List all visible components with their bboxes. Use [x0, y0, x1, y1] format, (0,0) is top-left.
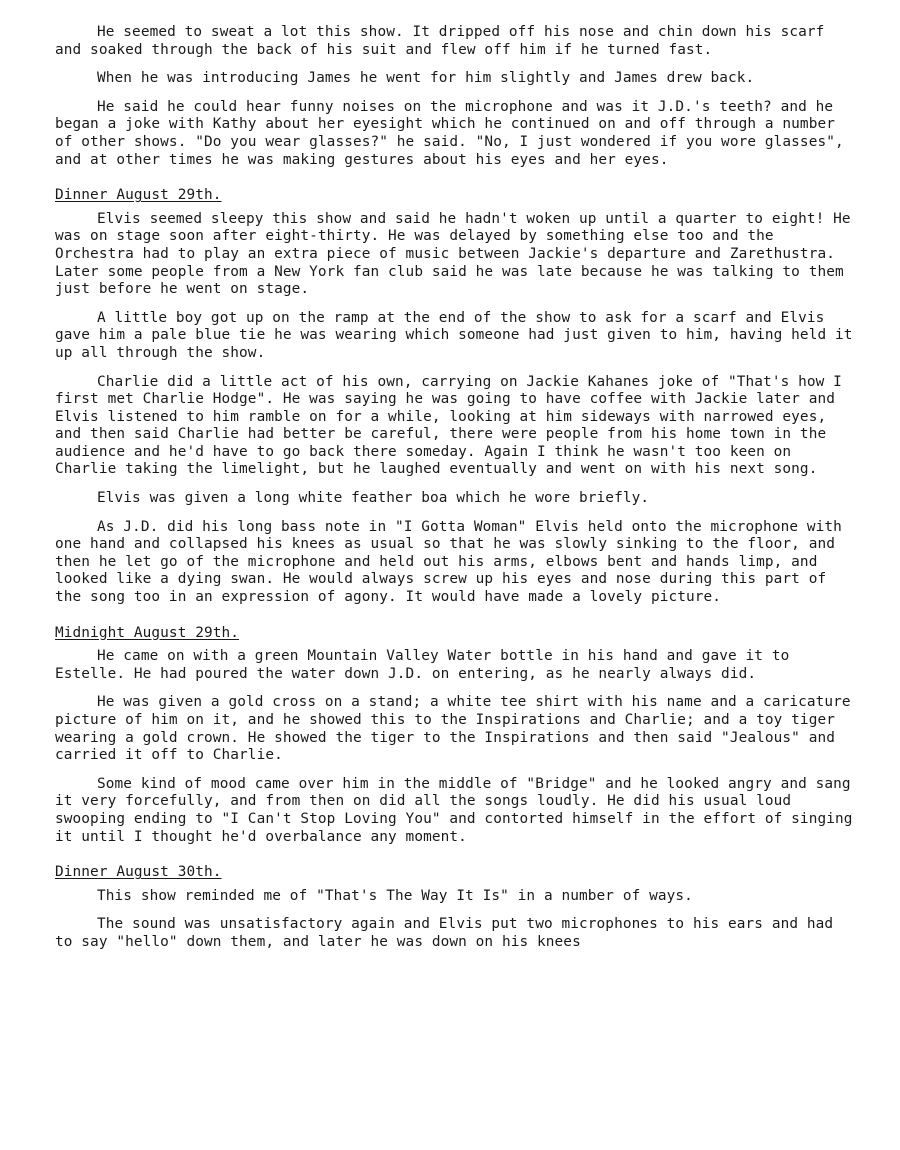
paragraph: He seemed to sweat a lot this show. It dripped off his nose and chin down his scarf and soaked through the back of his suit and flew off him if he turned fast. — [55, 24, 834, 58]
paragraph: He said he could hear funny noises on the microphone and was it J.D.'s teeth? and he began a joke with Kathy about her eyesight which he continued on and off through a number of other shows. "Do you wear glasses?" he said. "No, I just wondered if you wore glasses", and at other times he was making gestures about his eyes and her eyes. — [55, 98, 853, 168]
paragraph: Charlie did a little act of his own, carrying on Jackie Kahanes joke of "That's how I first met Charlie Hodge". He was saying he was going to have coffee with Jackie later and Elvis listened to him ramble on for a while, looking at him sideways with narrowed eyes, and then said Charlie had better be careful, there were people from his home town in the audience and he'd have to go back there someday. Again I think he wasn't too keen on Charlie taking the limelight, but he laughed eventually and went on with his next song. — [55, 373, 851, 478]
section-dinner-aug-29 — [55, 187, 862, 606]
section-heading: Dinner August 29th. — [55, 187, 222, 204]
section-heading: Midnight August 29th. — [55, 624, 240, 641]
paragraph: Some kind of mood came over him in the middle of "Bridge" and he looked angry and sang it very forcefully, and from then on did all the songs loudly. He did his usual loud swooping ending to "I Can't Stop Loving You" and contorted himself in the effort of singing it until I thought he'd overbalance any moment. — [55, 775, 862, 845]
typewritten-page — [55, 24, 862, 952]
section-midnight-aug-29 — [55, 624, 862, 847]
section-intro — [55, 24, 855, 169]
paragraph: The sound was unsatisfactory again and Elvis put two microphones to his ears and had to say "hello" down them, and later he was down on his knees — [55, 916, 842, 950]
paragraph: A little boy got up on the ramp at the end of the show to ask for a scarf and Elvis gave him a pale blue tie he was wearing which someone had just given to him, having held it up all through the show. — [55, 309, 862, 361]
paragraph: When he was introducing James he went for him slightly and James drew back. — [97, 70, 755, 87]
section-heading: Dinner August 30th. — [55, 864, 222, 881]
paragraph: He came on with a green Mountain Valley Water bottle in his hand and gave it to Estelle. He had poured the water down J.D. on entering, as he nearly always did. — [55, 648, 799, 682]
paragraph: This show reminded me of "That's The Way It Is" in a number of ways. — [97, 887, 693, 904]
paragraph: As J.D. did his long bass note in "I Gotta Woman" Elvis held onto the microphone with one hand and collapsed his knees as usual so that he was slowly sinking to the floor, and then he let go of the microphone and held out his arms, elbows bent and hands limp, and looked like a dying swan. He would always screw up his eyes and nose during this part of the song too in an expression of agony. It would have made a lovely picture. — [55, 518, 851, 606]
paragraph: Elvis was given a long white feather boa which he wore briefly. — [97, 490, 650, 507]
paragraph: Elvis seemed sleepy this show and said he hadn't woken up until a quarter to eight! He was on stage soon after eight-thirty. He was delayed by something else too and the Orchestra had to play an extra piece of music between Jackie's departure and Zarethustra. Later some people from a New York fan club said he was late because he was talking to them just before he went on stage. — [55, 210, 860, 298]
section-dinner-aug-30 — [55, 864, 855, 951]
paragraph: He was given a gold cross on a stand; a white tee shirt with his name and a caricature picture of him on it, and he showed this to the Inspirations and Charlie; and a toy tiger wearing a gold crown. He showed the tiger to the Inspirations and then said "Jealous" and carried it off to Charlie. — [55, 694, 860, 764]
